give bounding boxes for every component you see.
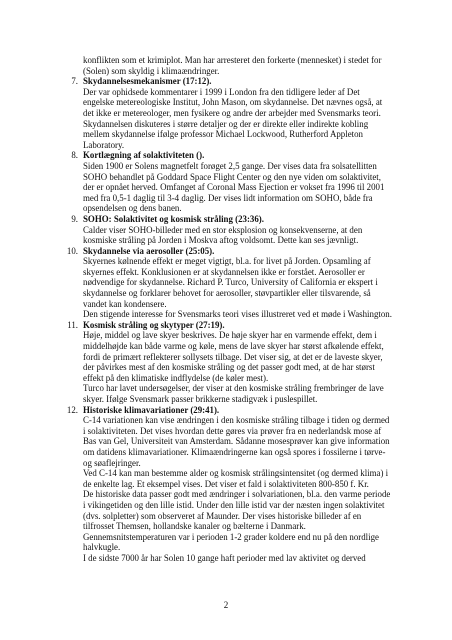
section-number: 10. [66,245,78,256]
section-paragraph: Siden 1900 er Solens magnetfelt forøget 2,5 gange. Der vises data fra solsatellitten SOHO behandlet på Goddard Space Flight Center og den nye viden om solaktivitet, der er opnået herved. Omfanget af Coronal Mass Ejection er vokset fra 1996 til 2001 med fra 0,5-1 daglig til 3-4 daglig. Der vises lidt information om SOHO, både fra opsendelsen og dens banen. [83,160,385,214]
section-number: 12. [66,404,78,415]
section-item-11 [62,320,392,405]
intro-line: (Solen) som skyldig i klimaændringer. [83,65,220,76]
section-item-12 [62,405,392,564]
section-title: SOHO: Solaktivitet og kosmisk stråling (23:36). [83,213,264,224]
section-item-10 [62,246,392,320]
section-number: 8. [71,150,78,161]
section-number: 11. [67,319,78,330]
section-paragraph: I de sidste 7000 år har Solen 10 gange haft perioder med lav aktivitet og derved [83,552,366,563]
section-paragraph: Turco har lavet undersøgelser, der viser at den kosmiske stråling frembringer de lave skyer. Ifølge Svensmark passer brikkerne stadigvæk i puslespillet. [83,383,384,404]
section-number: 7. [71,76,78,87]
section-item-9 [62,214,392,246]
intro-continuation [62,55,392,76]
section-title: Historiske klimavariationer (29:41). [83,404,220,415]
section-paragraph: Gennemsnitstemperaturen var i perioden 1-2 grader koldere end nu på den nordlige halvkugle. [83,531,379,553]
section-title: Skydannelsesmekanismer (17:12). [83,76,212,87]
section-item-8 [62,150,392,214]
section-number: 9. [71,213,78,224]
section-paragraph: Høje, middel og lave skyer beskrives. De høje skyer har en varmende effekt, dem i middelhøjde kan både varme og køle, mens de lave skyer har størst afkølende effekt, fordi de primært reflekterer sollysets tilbage. Det viser sig, at det er de laveste skyer, der påvirkes mest af den kosmiske stråling og det passer godt med, at de har størst effekt på den klimatiske indflydelse (de køler mest). [83,330,384,383]
intro-line: konflikten som et krimiplot. Man har arresteret den forkerte (mennesket) i stedet for [83,55,382,65]
section-paragraph: Den stigende interesse for Svensmarks teori vises illustreret ved et møde i Washington. [83,309,392,320]
section-item-7 [62,76,392,150]
section-title: Kortlægning af solaktiviteten (). [83,150,205,161]
section-paragraph: Calder viser SOHO-billeder med en stor eksplosion og konsekvenserne, at den kosmiske stråling på Jorden i Moskva aftog voldsomt. Dette kan ses jævnligt. [83,224,363,246]
page-content [62,55,392,564]
page-number: 2 [223,600,229,610]
section-paragraph: Ved C-14 kan man bestemme alder og kosmisk strålingsintensitet (og dermed klima) i de enkelte lag. Et eksempel vises. Det viser et fald i solaktiviteten 800-850 f. Kr. [83,468,389,489]
section-paragraph: Skyernes kølnende effekt er meget vigtigt, bl.a. for livet på Jorden. Opsamling af skyernes effekt. Konklusionen er at skydannelsen ikke er forstået. Aerosoller er nødvendige for skydannelse. Richard P. Turco, University of California er ekspert i skydannelse og forklarer behovet for aerosoller, støvpartikler eller tilsvarende, så vandet kan kondensere. [83,256,378,309]
section-paragraph: C-14 variationen kan vise ændringen i den kosmiske stråling tilbage i tiden og dermed i solaktiviteten. Det vises hvordan dette gøres via prøver fra en nederlandsk mose af Bas van Gel, Universiteit van Amsterdam. Sådanne mosesprøver kan give information om datidens klimavariationer. Klimaændringerne kan også spores i fossilerne i tørve- og søaflejringer. [83,415,390,468]
section-title: Skydannelse via aerosoller (25:05). [83,245,215,256]
section-title: Kosmisk stråling og skytyper (27:19). [83,319,225,330]
section-paragraph: De historiske data passer godt med ændringer i solvariationen, bl.a. den varme periode i vikingetiden og den lille istid. Under den lille istid var der næsten ingen solaktivitet (dvs. solpletter) som observeret af Maunder. Der vises historiske billeder af en tilfrosset Themsen, hollandske kanaler og bælterne i Danmark. [83,489,391,532]
section-paragraph: Der var ophidsede kommentarer i 1999 i London fra den tidligere leder af Det engelske metereologiske Institut, John Mason, om skydannelse. Det nævnes også, at det ikke er metereologer, men fysikere og andre der arbejder med Svensmarks teori. Skydannelsen diskuteres i større detaljer og der er direkte eller indirekte kobling mellem skydannelse ifølge professor Michael Lockwood, Rutherford Appleton Laboratory. [83,86,383,150]
